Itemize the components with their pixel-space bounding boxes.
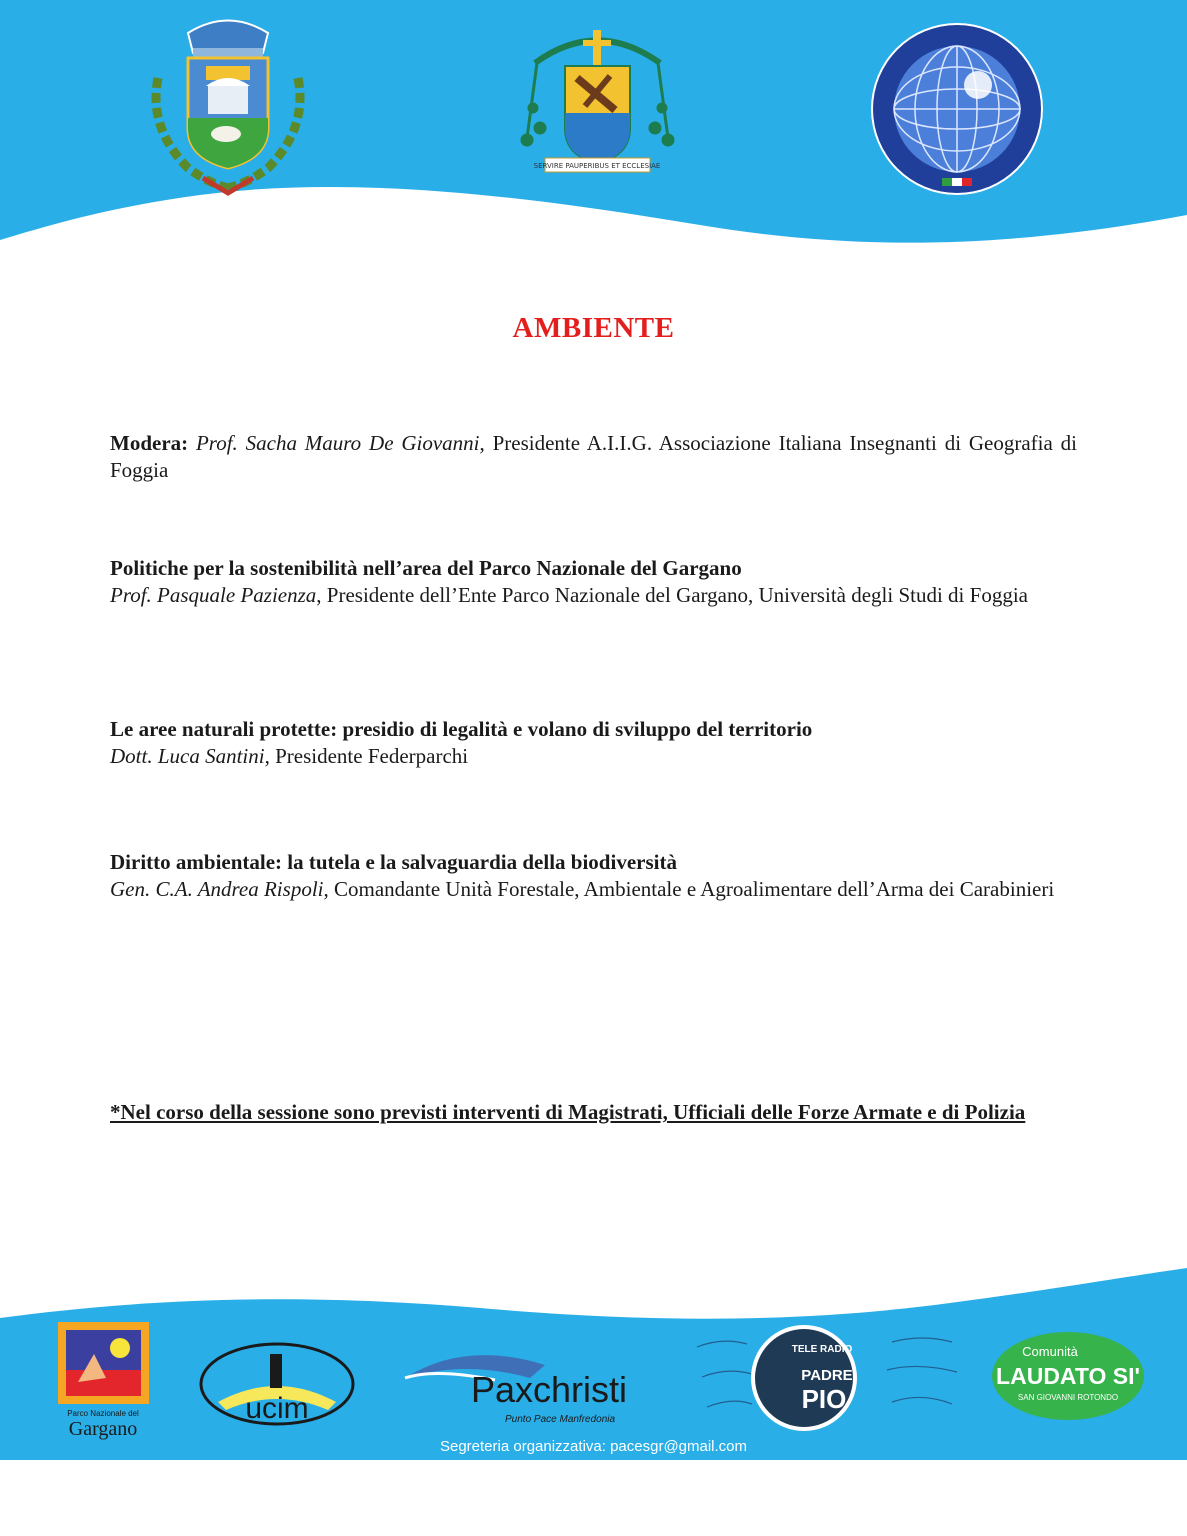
page-title: AMBIENTE xyxy=(512,312,675,344)
laudato-top-text: Comunità xyxy=(1022,1344,1078,1359)
talk-speaker: Gen. C.A. Andrea Rispoli xyxy=(110,877,324,901)
bishop-crest-icon xyxy=(515,18,680,188)
laudato-sub-text: SAN GIOVANNI ROTONDO xyxy=(1017,1393,1119,1402)
gargano-park-logo xyxy=(56,1320,151,1440)
moderator-name: Prof. Sacha Mauro De Giovanni xyxy=(195,431,480,455)
moderator-block xyxy=(110,430,1077,484)
ucim-text: ucim xyxy=(245,1392,309,1425)
organizer-email-line: Segreteria organizzativa: pacesgr@gmail.com xyxy=(439,1438,748,1455)
talk-title: Politiche per la sostenibilità nell’area del Parco Nazionale del Gargano xyxy=(110,556,742,580)
talk-speaker-role: , Presidente dell’Ente Parco Nazionale del Gargano, Università degli Studi di Foggia xyxy=(316,583,1028,607)
talk-speaker-role: , Presidente Federparchi xyxy=(264,744,469,768)
bishop-motto: SERVIRE PAUPERIBUS ET ECCLESIAE xyxy=(533,162,661,170)
radio-mid-text: PADRE xyxy=(801,1367,853,1384)
talk-speaker: Dott. Luca Santini xyxy=(110,744,265,768)
paxchristi-logo xyxy=(395,1340,635,1432)
talk-block-1 xyxy=(110,555,1077,609)
radio-bottom-text: PIO xyxy=(801,1384,847,1414)
session-note xyxy=(110,1099,1077,1126)
session-note-text: *Nel corso della sessione sono previsti interventi di Magistrati, Ufficiali delle Forze Armate e di Polizia xyxy=(110,1100,1026,1124)
talk-speaker-role: , Comandante Unità Forestale, Ambientale e Agroalimentare dell’Arma dei Carabinieri xyxy=(323,877,1055,901)
radio-top-text: TELE RADIO xyxy=(791,1344,853,1355)
ucim-logo xyxy=(198,1340,356,1428)
talk-block-3 xyxy=(110,849,1077,903)
paxchristi-sub-text: Punto Pace Manfredonia xyxy=(505,1414,616,1425)
talk-speaker: Prof. Pasquale Pazienza xyxy=(110,583,317,607)
globe-icon xyxy=(868,20,1046,198)
moderator-role: , Presidente A.I.I.G. Associazione Italiana Insegnanti di Geografia di Foggia xyxy=(110,431,1077,482)
talk-title: Le aree naturali protette: presidio di legalità e volano di sviluppo del territorio xyxy=(110,717,813,741)
talk-block-2 xyxy=(110,716,1077,770)
moderator-label: Modera: xyxy=(110,431,189,455)
laudato-si-logo xyxy=(990,1330,1146,1422)
gargano-text: Gargano xyxy=(68,1418,138,1440)
paxchristi-text: Paxchristi xyxy=(471,1369,628,1410)
coat-of-arms-icon xyxy=(148,8,308,198)
talk-title: Diritto ambientale: la tutela e la salvaguardia della biodiversità xyxy=(110,850,677,874)
radio-padre-pio-logo xyxy=(692,1322,962,1432)
gargano-sub-text: Parco Nazionale del xyxy=(67,1409,139,1418)
laudato-main-text: LAUDATO SI' xyxy=(996,1363,1140,1389)
